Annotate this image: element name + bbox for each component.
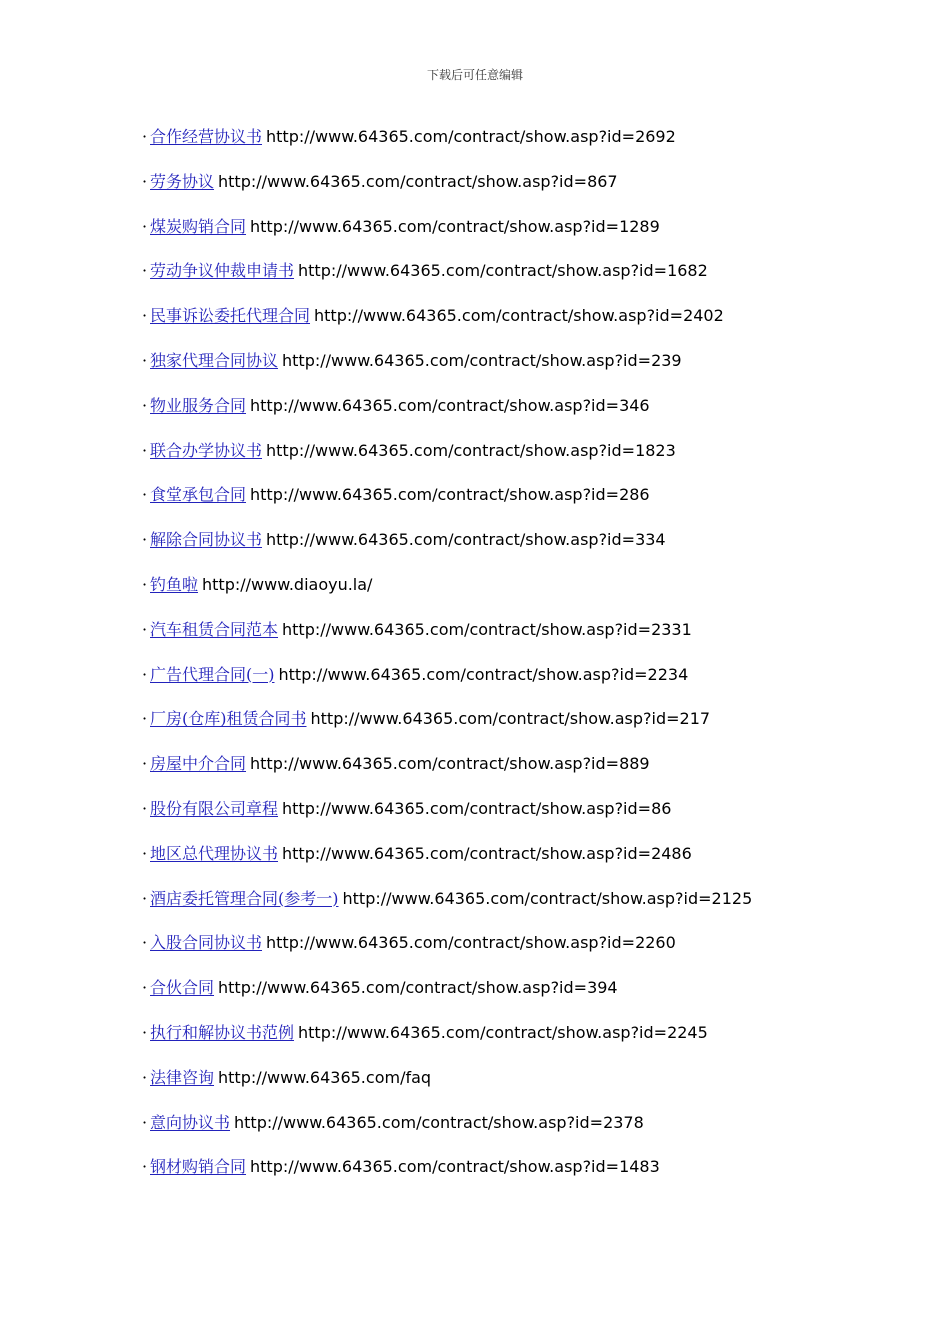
list-item: [142, 975, 922, 1020]
bullet: ·: [142, 933, 148, 953]
contract-link[interactable]: 独家代理合同协议: [150, 350, 279, 370]
link-url: http://www.64365.com/contract/show.asp?id=239: [282, 350, 682, 370]
contract-link[interactable]: 房屋中介合同: [150, 754, 247, 774]
contract-link[interactable]: 民事诉讼委托代理合同: [150, 306, 311, 326]
bullet: ·: [142, 171, 148, 191]
bullet: ·: [142, 843, 148, 863]
contract-link[interactable]: 酒店委托管理合同(参考一): [150, 888, 339, 908]
bullet: ·: [142, 664, 148, 684]
list-item: [142, 1065, 922, 1110]
bullet: ·: [142, 1157, 148, 1177]
list-item: [142, 796, 922, 841]
link-url: http://www.64365.com/contract/show.asp?id=86: [282, 798, 672, 818]
list-item: [142, 886, 922, 931]
contract-link[interactable]: 解除合同协议书: [150, 530, 263, 550]
bullet: ·: [142, 395, 148, 415]
link-url: http://www.64365.com/contract/show.asp?id=2378: [234, 1112, 644, 1132]
bullet: ·: [142, 798, 148, 818]
link-url: http://www.64365.com/contract/show.asp?id=1289: [250, 216, 660, 236]
bullet: ·: [142, 754, 148, 774]
contract-link[interactable]: 执行和解协议书范例: [150, 1022, 295, 1042]
contract-link[interactable]: 股份有限公司章程: [150, 798, 279, 818]
bullet: ·: [142, 127, 148, 146]
list-item: [142, 617, 922, 662]
contract-link[interactable]: 钢材购销合同: [150, 1157, 247, 1177]
contract-link[interactable]: 厂房(仓库)租赁合同书: [150, 709, 307, 729]
list-item: [142, 124, 922, 169]
list-item: [142, 527, 922, 572]
link-url: http://www.64365.com/contract/show.asp?id=334: [266, 530, 666, 550]
link-url: http://www.64365.com/contract/show.asp?id=2245: [298, 1022, 708, 1042]
list-item: [142, 706, 922, 751]
list-item: [142, 841, 922, 886]
list-item: [142, 1110, 922, 1155]
list-item: [142, 438, 922, 483]
link-url: http://www.64365.com/contract/show.asp?id=2331: [282, 619, 692, 639]
link-url: http://www.64365.com/contract/show.asp?id=1823: [266, 440, 676, 460]
link-url: http://www.64365.com/contract/show.asp?id=2692: [266, 127, 676, 146]
list-item: [142, 930, 922, 975]
bullet: ·: [142, 1112, 148, 1132]
contract-link[interactable]: 劳务协议: [150, 171, 215, 191]
link-url: http://www.64365.com/contract/show.asp?id=2260: [266, 933, 676, 953]
bullet: ·: [142, 261, 148, 281]
contract-link[interactable]: 食堂承包合同: [150, 485, 247, 505]
contract-link[interactable]: 地区总代理协议书: [150, 843, 279, 863]
list-item: [142, 482, 922, 527]
contract-link[interactable]: 合伙合同: [150, 978, 215, 998]
link-url: http://www.64365.com/contract/show.asp?id=2486: [282, 843, 692, 863]
contract-link[interactable]: 入股合同协议书: [150, 933, 263, 953]
list-item: [142, 662, 922, 707]
bullet: ·: [142, 709, 148, 729]
bullet: ·: [142, 619, 148, 639]
link-url: http://www.64365.com/contract/show.asp?id=346: [250, 395, 650, 415]
list-item: [142, 214, 922, 259]
link-url: http://www.64365.com/contract/show.asp?id=1682: [298, 261, 708, 281]
bullet: ·: [142, 888, 148, 908]
link-url: http://www.64365.com/contract/show.asp?id=286: [250, 485, 650, 505]
link-url: http://www.64365.com/contract/show.asp?id=394: [218, 978, 618, 998]
contract-link[interactable]: 煤炭购销合同: [150, 216, 247, 236]
contract-link[interactable]: 劳动争议仲裁申请书: [150, 261, 295, 281]
link-url: http://www.64365.com/contract/show.asp?id=889: [250, 754, 650, 774]
bullet: ·: [142, 350, 148, 370]
bullet: ·: [142, 574, 148, 594]
link-url: http://www.64365.com/contract/show.asp?id=2402: [314, 306, 724, 326]
bullet: ·: [142, 978, 148, 998]
list-item: [142, 348, 922, 393]
bullet: ·: [142, 440, 148, 460]
contract-link[interactable]: 法律咨询: [150, 1067, 215, 1087]
list-item: [142, 751, 922, 796]
contract-link[interactable]: 联合办学协议书: [150, 440, 263, 460]
list-item: [142, 169, 922, 214]
contract-link[interactable]: 汽车租赁合同范本: [150, 619, 279, 639]
list-item: [142, 572, 922, 617]
bullet: ·: [142, 530, 148, 550]
list-item: [142, 393, 922, 438]
contract-link[interactable]: 钓鱼啦: [150, 574, 199, 594]
list-item: [142, 258, 922, 303]
bullet: ·: [142, 1067, 148, 1087]
link-url: http://www.64365.com/contract/show.asp?id=217: [310, 709, 711, 729]
contract-link[interactable]: 合作经营协议书: [150, 127, 263, 146]
link-url: http://www.64365.com/contract/show.asp?id=2125: [342, 888, 753, 908]
contract-link[interactable]: 意向协议书: [150, 1112, 231, 1132]
contract-link-list: [142, 124, 922, 1199]
contract-link[interactable]: 物业服务合同: [150, 395, 247, 415]
link-url: http://www.diaoyu.la/: [202, 574, 373, 594]
list-item: [142, 1154, 922, 1199]
bullet: ·: [142, 216, 148, 236]
link-url: http://www.64365.com/contract/show.asp?id=867: [218, 171, 618, 191]
list-item: [142, 303, 922, 348]
contract-link[interactable]: 广告代理合同(一): [150, 664, 275, 684]
link-url: http://www.64365.com/contract/show.asp?id=1483: [250, 1157, 660, 1177]
page-header: 下载后可任意编辑: [426, 68, 523, 82]
bullet: ·: [142, 485, 148, 505]
link-url: http://www.64365.com/faq: [218, 1067, 432, 1087]
bullet: ·: [142, 1022, 148, 1042]
link-url: http://www.64365.com/contract/show.asp?id=2234: [278, 664, 689, 684]
list-item: [142, 1020, 922, 1065]
bullet: ·: [142, 306, 148, 326]
